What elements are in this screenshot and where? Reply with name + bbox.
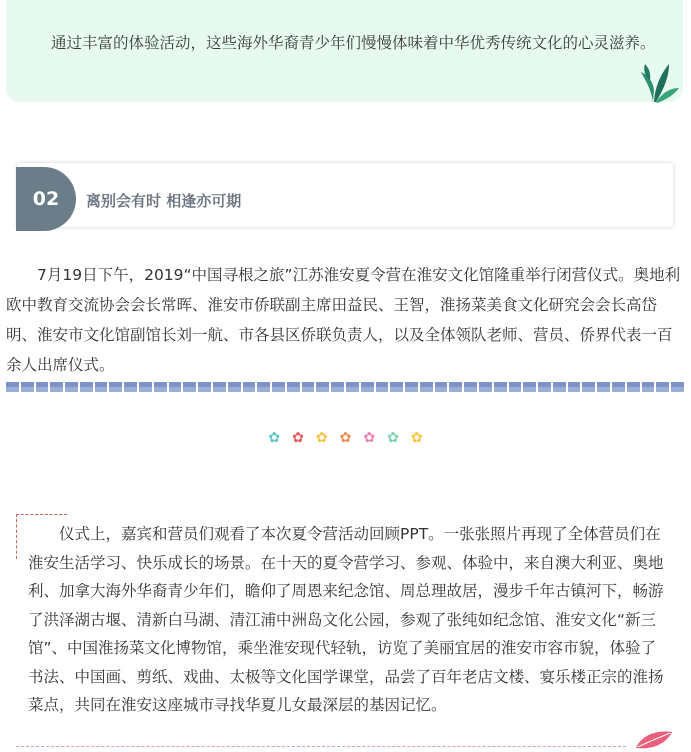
paragraph-2: 仪式上，嘉宾和营员们观看了本次夏令营活动回顾PPT。一张张照片再现了全体营员们在淮安生活学习、快乐成长的场景。在十天的夏令营学习、参观、体验中，来自澳大利亚、奥地利、加拿大海外华裔青少年们，瞻仰了周恩来纪念馆、周总理故居，漫步千年古镇河下，畅游了洪泽湖古堰、清新白马湖、清江浦中洲岛文化公园，参观了张纯如纪念馆、淮安文化“新三馆”、中国淮扬菜文化博物馆，乘坐淮安现代轻轨，访览了美丽宜居的淮安市容市貌，体验了书法、中国画、剪纸、戏曲、太极等文化国学课堂，品尝了百年老店文楼、宴乐楼正宗的淮扬菜点，共同在淮安这座城市寻找华夏儿女最深层的基因记忆。 <box>28 525 664 714</box>
section-number: 02 <box>32 188 60 210</box>
stripe-segment <box>494 387 507 392</box>
stripe-segment <box>509 387 522 392</box>
stripe-segment <box>213 387 226 392</box>
stripe-segment <box>257 387 270 392</box>
stripe-segment <box>169 387 182 392</box>
stripe-segment <box>390 387 403 392</box>
flower-icon: ✿ <box>363 430 376 446</box>
stripe-segment <box>287 387 300 392</box>
striped-divider <box>6 382 684 392</box>
stripe-segment <box>627 387 640 392</box>
stripe-segment <box>449 387 462 392</box>
stripe-segment <box>582 387 595 392</box>
stripe-segment <box>612 387 625 392</box>
stripe-segment <box>376 387 389 392</box>
stripe-segment <box>479 387 492 392</box>
stripe-segment <box>65 387 78 392</box>
stripe-segment <box>538 387 551 392</box>
stripe-segment <box>642 387 655 392</box>
flower-decoration <box>0 428 691 448</box>
stripe-segment <box>95 387 108 392</box>
paragraph-1: 7月19日下午，2019“中国寻根之旅”江苏淮安夏令营在淮安文化馆隆重举行闭营仪式。奥地利欧中教育交流协会会长常晖、淮安市侨联副主席田益民、王智，淮扬菜美食文化研究会会长高岱明、淮安市文化馆副馆长刘一航、市各县区侨联负责人，以及全体领队老师、营员、侨界代表一百余人出席仪式。 <box>6 266 681 374</box>
stripe-segment <box>420 387 433 392</box>
stripe-segment <box>243 387 256 392</box>
stripe-segment <box>6 387 19 392</box>
stripe-segment <box>671 387 684 392</box>
flower-icon: ✿ <box>339 430 352 446</box>
stripe-segment <box>124 387 137 392</box>
stripe-segment <box>331 387 344 392</box>
intro-card-text: 通过丰富的体验活动，这些海外华裔青少年们慢慢体味着中华优秀传统文化的心灵滋养。 <box>51 34 656 52</box>
section-title: 离别会有时 相逢亦可期 <box>86 192 242 210</box>
stripe-segment <box>198 387 211 392</box>
stripe-segment <box>656 387 669 392</box>
flower-icon: ✿ <box>387 430 399 446</box>
stripe-segment <box>435 387 448 392</box>
stripe-segment <box>405 387 418 392</box>
stripe-segment <box>568 387 581 392</box>
stripe-segment <box>109 387 122 392</box>
stripe-segment <box>36 387 49 392</box>
stripe-segment <box>553 387 566 392</box>
stripe-segment <box>154 387 167 392</box>
pink-leaf-icon <box>632 728 676 752</box>
flower-icon: ✿ <box>268 430 281 446</box>
flower-icon: ✿ <box>315 430 328 446</box>
stripe-segment <box>80 387 93 392</box>
stripe-segment <box>50 387 63 392</box>
stripe-segment <box>228 387 241 392</box>
stripe-segment <box>597 387 610 392</box>
stripe-segment <box>346 387 359 392</box>
flower-icon: ✿ <box>292 430 304 446</box>
leaf-icon <box>639 58 679 104</box>
stripe-segment <box>361 387 374 392</box>
stripe-segment <box>21 387 34 392</box>
dashed-bottom-line <box>16 746 626 747</box>
stripe-segment <box>523 387 536 392</box>
stripe-segment <box>464 387 477 392</box>
stripe-segment <box>139 387 152 392</box>
stripe-segment <box>302 387 315 392</box>
stripe-segment <box>272 387 285 392</box>
stripe-segment <box>316 387 329 392</box>
stripe-segment <box>183 387 196 392</box>
intro-card <box>6 0 683 102</box>
flower-icon: ✿ <box>410 430 423 446</box>
